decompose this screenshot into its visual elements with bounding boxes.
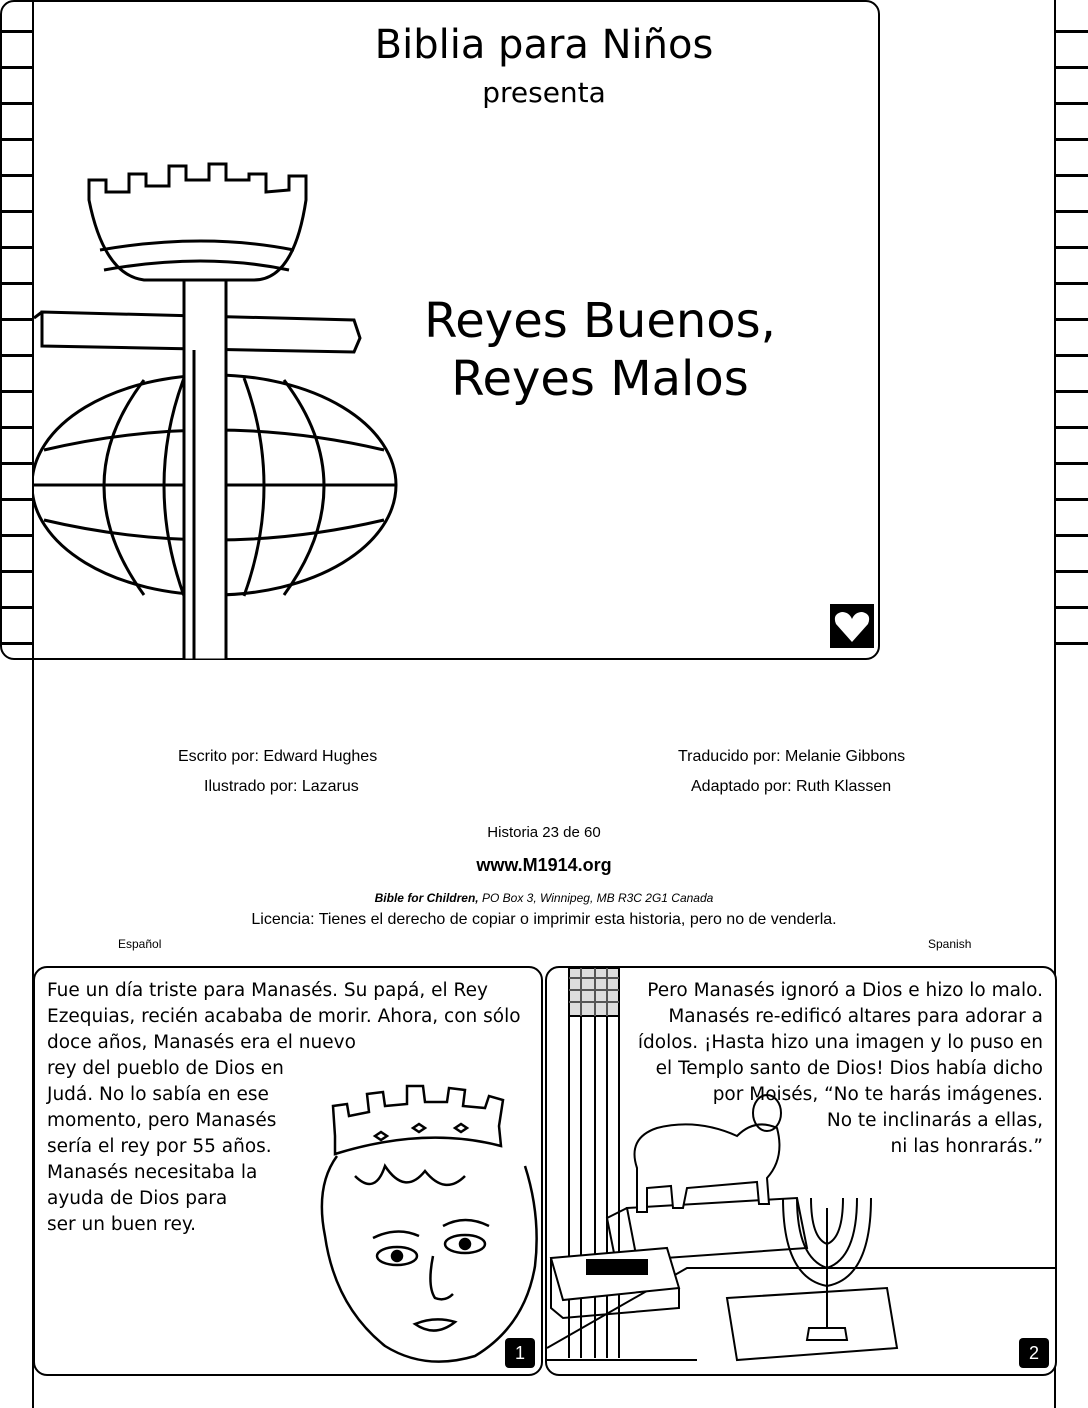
text-line: Manasés necesitaba la: [47, 1162, 258, 1183]
address-org: Bible for Children,: [374, 891, 479, 905]
credit-written: Escrito por: Edward Hughes: [178, 748, 378, 765]
brand-title: Biblia para Niños: [374, 22, 714, 68]
film-hole: [0, 246, 32, 249]
film-hole: [0, 390, 32, 393]
film-hole: [0, 174, 32, 177]
text-line: ser un buen rey.: [47, 1214, 197, 1235]
film-hole: [0, 498, 32, 501]
panel-number: 1: [505, 1338, 535, 1368]
language-label-left: Español: [118, 937, 162, 951]
film-hole: [0, 534, 32, 537]
text-line: Ezequias, recién acababa de morir. Ahora, con sólo: [47, 1006, 521, 1027]
text-line: Fue un día triste para Manasés. Su papá, el Rey: [47, 980, 488, 1001]
cross-crown-globe-icon: [34, 160, 414, 660]
film-hole: [0, 210, 32, 213]
text-line: ídolos. ¡Hasta hizo una imagen y lo puso en: [637, 1032, 1043, 1053]
film-hole: [0, 138, 32, 141]
website-link[interactable]: www.M1914.org: [476, 855, 612, 875]
panel-2: [545, 966, 1057, 1376]
text-line: ni las honrarás.”: [890, 1136, 1043, 1157]
film-hole: [0, 282, 32, 285]
text-line: doce años, Manasés era el nuevo: [47, 1032, 356, 1053]
panel-number: 2: [1019, 1338, 1049, 1368]
credit-illustrated: Ilustrado por: Lazarus: [204, 778, 359, 795]
story-title-line1: Reyes Buenos,: [424, 293, 776, 349]
film-hole: [0, 570, 32, 573]
film-hole: [0, 354, 32, 357]
credit-adapted: Adaptado por: Ruth Klassen: [691, 778, 892, 795]
story-title-line2: Reyes Malos: [451, 351, 749, 407]
cover-frame: [0, 0, 880, 660]
film-hole: [0, 642, 32, 645]
young-king-illustration: [315, 1076, 543, 1376]
text-line: Judá. No lo sabía en ese: [47, 1084, 269, 1105]
language-label-right: Spanish: [928, 937, 972, 951]
text-line: sería el rey por 55 años.: [47, 1136, 272, 1157]
film-hole: [0, 606, 32, 609]
address-rest: PO Box 3, Winnipeg, MB R3C 2G1 Canada: [478, 891, 714, 905]
story-title: [400, 292, 800, 408]
text-line: por Moisés, “No te harás imágenes.: [712, 1084, 1043, 1105]
heart-icon: [830, 604, 874, 648]
film-hole: [0, 426, 32, 429]
text-line: ayuda de Dios para: [47, 1188, 228, 1209]
presents-label: presenta: [482, 76, 606, 109]
text-line: Manasés re-edificó altares para adorar a: [668, 1006, 1043, 1027]
text-line: Pero Manasés ignoró a Dios e hizo lo malo.: [647, 980, 1043, 1001]
story-number: Historia 23 de 60: [487, 824, 601, 841]
text-line: el Templo santo de Dios! Dios había dicho: [655, 1058, 1043, 1079]
license-text: Licencia: Tienes el derecho de copiar o imprimir esta historia, pero no de venderla.: [251, 911, 837, 928]
panel-1: [33, 966, 543, 1376]
panel-2-text: [638, 978, 1043, 1160]
text-line: rey del pueblo de Dios en: [47, 1058, 284, 1079]
address-line: [0, 891, 1088, 905]
film-hole: [0, 318, 32, 321]
text-line: momento, pero Manasés: [47, 1110, 277, 1131]
text-line: No te inclinarás a ellas,: [826, 1110, 1043, 1131]
film-hole: [0, 462, 32, 465]
credit-translated: Traducido por: Melanie Gibbons: [678, 748, 906, 765]
